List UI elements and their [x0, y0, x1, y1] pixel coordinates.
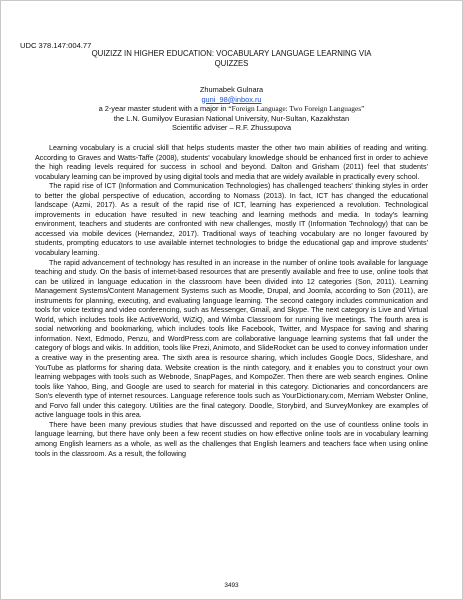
paper-title — [41, 49, 422, 69]
title-line-2: QUIZZES — [214, 59, 249, 68]
body-text — [35, 143, 428, 458]
affiliation-prefix: a 2-year master student with a major in — [98, 104, 229, 113]
paragraph: Learning vocabulary is a crucial skill that helps students master the other two main abilities of reading and writing. According to Graves and Watts-Taffe (2008), students' vocabulary knowledge should be enhanced first in order to achieve the high reading levels required for success in school and beyond. Dalton and Grisham (2011) feel that students' vocabulary learning can be improved by using digital tools and media that are widely available in practically every school. — [35, 143, 428, 181]
author-affiliation — [31, 104, 432, 114]
title-line-1: QUIZIZZ IN HIGHER EDUCATION: VOCABULARY LANGUAGE LEARNING VIA — [91, 49, 372, 58]
paragraph: There have been many previous studies that have discussed and reported on the use of countless online tools in language learning, but there have only been a few recent studies on how effective online tools are in vocabulary learning among English learners as a whole, as well as the challenges that English learners and teachers face when using online tools in the classroom. As a result, the following — [35, 419, 428, 458]
university: the L.N. Gumilyov Eurasian National University, Nur-Sultan, Kazakhstan — [113, 113, 350, 123]
paragraph: The rapid advancement of technology has resulted in an increase in the number of online tools available for language teaching and study. On the basis of internet-based resources that are presently available and free to use, online tools that can be utilized in language education in the classroom have been divided into 12 categories (Son, 2011). Learning Management Systems/Content Management Systems such as Moodle, Drupal, and Joomla, according to Son (2011), are instruments for planning, executing, and evaluating language learning. The second category includes communication and tools for voice texting and video conferencing, such as Messenger, Gmail, and Skype. The next category is Live and Virtual World, which includes tools like ActiveWorld, WiZiQ, and Wimba Classroom for running live meetings. The fourth area is social networking and bookmarking, which includes tools like Facebook, Twitter, and Myspace for saving and sharing information. Next, Edmodo, Penzu, and WordPress.com are collaborative language learning systems that fall under the category of blogs and wikis. In addition, tools like Prezi, Animoto, and SlideRocket can be used to convey information under a creative way in the presenting area. The sixth area is resource sharing, which includes Google Docs, Slideshare, and YouTube as platforms for sharing data. Website creation is the ninth category, and it enables you to construct your own learning webpages with tools such as Webnode, SnapPages, and KompoZer. Then there are web search engines. Online tools like Yahoo, Bing, and Google are used to search for material in this category. Dictionaries and concordancers are Son's eleventh type of internet resources. Language reference tools such as YourDictionary.com, Merriam Webster Online, and Forvo fall under this category. Utilities are the final category. Doodle, Storybird, and SurveyMonkey are examples of active language tools in this area. — [35, 257, 428, 420]
author-block — [31, 85, 432, 133]
page-number: 3493 — [224, 582, 239, 589]
author-name: Zhumabek Gulnara — [199, 85, 264, 94]
author-email-link[interactable]: guni_98@inbox.ru — [201, 94, 262, 104]
affiliation-major: “Foreign Language: Two Foreign Languages” — [228, 104, 365, 113]
scientific-adviser: Scientific adviser – R.F. Zhussupova — [171, 123, 292, 132]
paragraph: The rapid rise of ICT (Information and Communication Technologies) has challenged teachers' thinking styles in order to better the global perspective of education, according to Nomass (2013). In fact, ICT has changed the educational landscape (Azmi, 2017). As a result of the rapid rise of ICT, learning has experienced a revolution. Technological improvements in education have resulted in new teaching and learning methods and media. In today's learning environment, teachers and students are confronted with new challenges, mostly IT (Information Technology) that can be accessed via mobile devices (Hernandez, 2017). Traditional ways of teaching vocabulary are no longer favoured by students, prompting educators to use available internet technologies to bridge the educational gap and improve students' vocabulary learning. — [35, 181, 428, 258]
udc-code: UDC 378.147:004.77 — [20, 41, 92, 50]
